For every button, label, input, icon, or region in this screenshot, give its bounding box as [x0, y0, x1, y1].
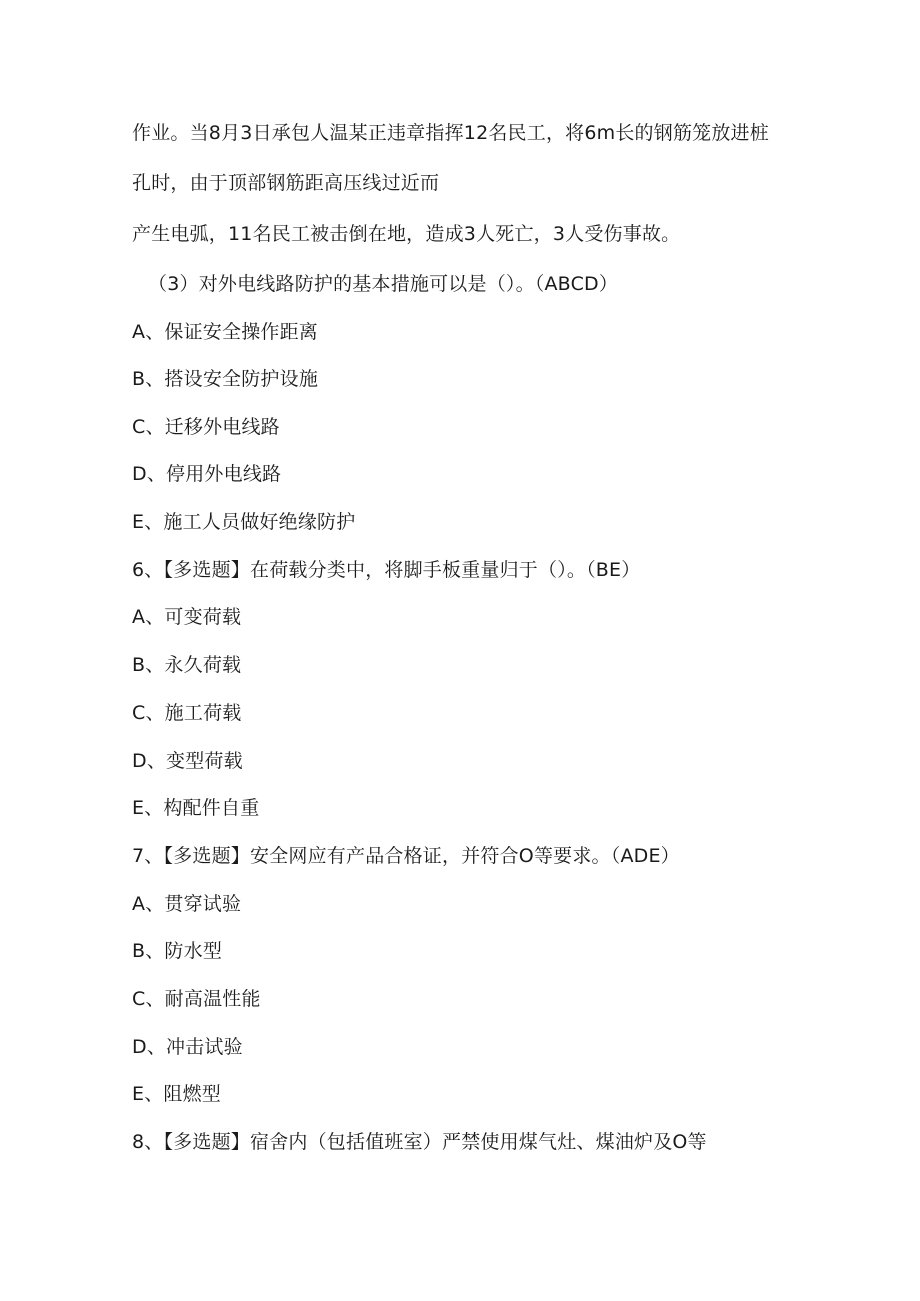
option-e: E、施工人员做好绝缘防护 [132, 511, 356, 533]
question-8: 8、【多选题】宿舍内（包括值班室）严禁使用煤气灶、煤油炉及O等 [132, 1131, 707, 1153]
option-a: A、保证安全操作距离 [132, 321, 318, 343]
question-6: 6、【多选题】在荷载分类中，将脚手板重量归于（）。（BE） [132, 559, 641, 581]
question-7: 7、【多选题】安全网应有产品合格证，并符合O等要求。（ADE） [132, 845, 680, 867]
q6-option-b: B、永久荷载 [132, 654, 242, 676]
q6-option-c: C、施工荷载 [132, 702, 242, 724]
q6-option-d: D、变型荷载 [132, 750, 243, 772]
option-c: C、迁移外电线路 [132, 416, 280, 438]
q7-option-d: D、冲击试验 [132, 1036, 243, 1058]
sub-question-3: （3）对外电线路防护的基本措施可以是（）。（ABCD） [148, 273, 619, 295]
case-text-line-3: 产生电弧，11名民工被击倒在地，造成3人死亡，3人受伤事故。 [132, 223, 681, 245]
q6-option-a: A、可变荷载 [132, 606, 242, 628]
q7-option-a: A、贯穿试验 [132, 893, 242, 915]
q7-option-b: B、防水型 [132, 940, 223, 962]
case-text-line-1: 作业。当8月3日承包人温某正违章指挥12名民工，将6m长的钢筋笼放进桩 [132, 122, 769, 144]
case-text-line-2: 孔时，由于顶部钢筋距高压线过近而 [132, 172, 440, 194]
q7-option-e: E、阻燃型 [132, 1083, 222, 1105]
q6-option-e: E、构配件自重 [132, 797, 260, 819]
option-d: D、停用外电线路 [132, 463, 282, 485]
q7-option-c: C、耐高温性能 [132, 988, 261, 1010]
option-b: B、搭设安全防护设施 [132, 368, 319, 390]
